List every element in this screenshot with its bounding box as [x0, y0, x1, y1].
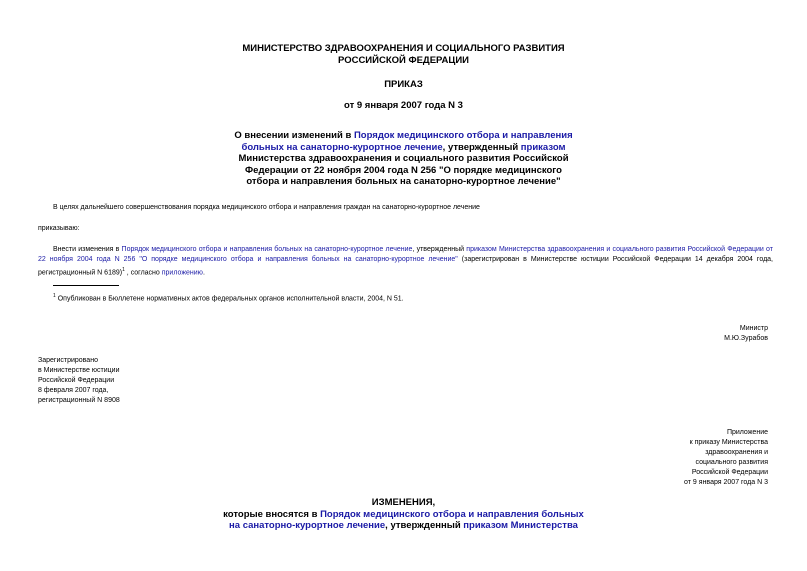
order-word: приказываю:	[38, 225, 80, 232]
appendix-block	[560, 428, 768, 488]
changes-heading: ИЗМЕНЕНИЯ,	[371, 497, 436, 508]
footnote	[53, 291, 773, 304]
para-link-procedure[interactable]: Порядок медицинского отбора и направления больных на санаторно-курортное лечение	[121, 246, 413, 253]
para-link-order[interactable]: приказом Министерства здравоохранения и социального развития Российской Федерации от 22 ноября 2004 года N 256 "О порядке медицинского отбора и направления больных на санаторно-курортное лечение"	[38, 246, 773, 263]
registration-block	[38, 356, 238, 406]
ministry-line-1: МИНИСТЕРСТВО ЗДРАВООХРАНЕНИЯ И СОЦИАЛЬНОГО РАЗВИТИЯ	[242, 43, 565, 54]
para-according: , согласно	[124, 269, 162, 277]
appendix-line: Приложение	[726, 429, 768, 436]
order-title	[0, 130, 807, 188]
title-approved: , утвержденный	[442, 141, 521, 153]
title-link-procedure-cont[interactable]: больных на санаторно-курортное лечение	[241, 141, 443, 153]
appendix-line: здравоохранения и	[705, 449, 768, 456]
registration-line: Российской Федерации	[38, 377, 115, 384]
changes-approved: , утвержденный	[385, 520, 464, 531]
title-line-3: Министерства здравоохранения и социального развития Российской	[238, 153, 569, 164]
footnote-ref[interactable]: 1	[122, 267, 125, 273]
title-link-order[interactable]: приказом	[520, 141, 566, 153]
signature-block	[560, 324, 768, 344]
title-line-5: отбора и направления больных на санаторно-курортное лечение"	[246, 176, 561, 187]
purpose-paragraph: В целях дальнейшего совершенствования порядка медицинского отбора и направления граждан на санаторно-курортное лечение	[53, 204, 480, 211]
appendix-line: социального развития	[695, 459, 768, 466]
changes-link-procedure[interactable]: Порядок медицинского отбора и направления больных	[320, 508, 584, 520]
changes-heading-block	[0, 497, 807, 532]
para-end: .	[202, 269, 205, 277]
changes-prefix: которые вносятся в	[223, 508, 321, 520]
para-link-appendix[interactable]: приложению	[161, 269, 203, 277]
appendix-line: от 9 января 2007 года N 3	[684, 479, 768, 486]
footnote-separator	[53, 285, 119, 286]
ministry-heading	[0, 43, 807, 66]
footnote-text: Опубликован в Бюллетене нормативных актов федеральных органов исполнительной власти, 2004, N 51.	[55, 295, 404, 303]
para-approved: , утвержденный	[412, 246, 467, 253]
main-paragraph	[38, 245, 773, 278]
para-prefix: Внести изменения в	[53, 246, 122, 253]
doc-type: ПРИКАЗ	[384, 79, 423, 90]
changes-link-procedure-cont[interactable]: на санаторно-курортное лечение	[229, 520, 386, 531]
doc-date-number: от 9 января 2007 года N 3	[344, 100, 463, 111]
registration-line: 8 февраля 2007 года,	[38, 387, 109, 394]
ministry-line-2: РОССИЙСКОЙ ФЕДЕРАЦИИ	[337, 54, 469, 66]
signature-name: М.Ю.Зурабов	[724, 335, 768, 342]
footnote-marker: 1	[53, 293, 56, 299]
para-registration: (зарегистрирован в Министерстве юстиции Российской Федерации 14 декабря 2004 года, регистрационный N 6189)	[38, 256, 773, 277]
title-link-procedure[interactable]: Порядок медицинского отбора и направления	[353, 130, 573, 141]
signature-position: Министр	[739, 325, 768, 332]
registration-line: Зарегистрировано	[38, 357, 98, 364]
appendix-line: к приказу Министерства	[689, 439, 768, 446]
changes-link-order[interactable]: приказом Министерства	[463, 520, 578, 531]
title-line-4: Федерации от 22 ноября 2004 года N 256 "О порядке медицинского	[245, 164, 562, 176]
registration-line: в Министерстве юстиции	[38, 367, 120, 374]
registration-line: регистрационный N 8908	[38, 397, 120, 404]
title-prefix: О внесении изменений в	[234, 130, 354, 141]
appendix-line: Российской Федерации	[691, 469, 768, 476]
